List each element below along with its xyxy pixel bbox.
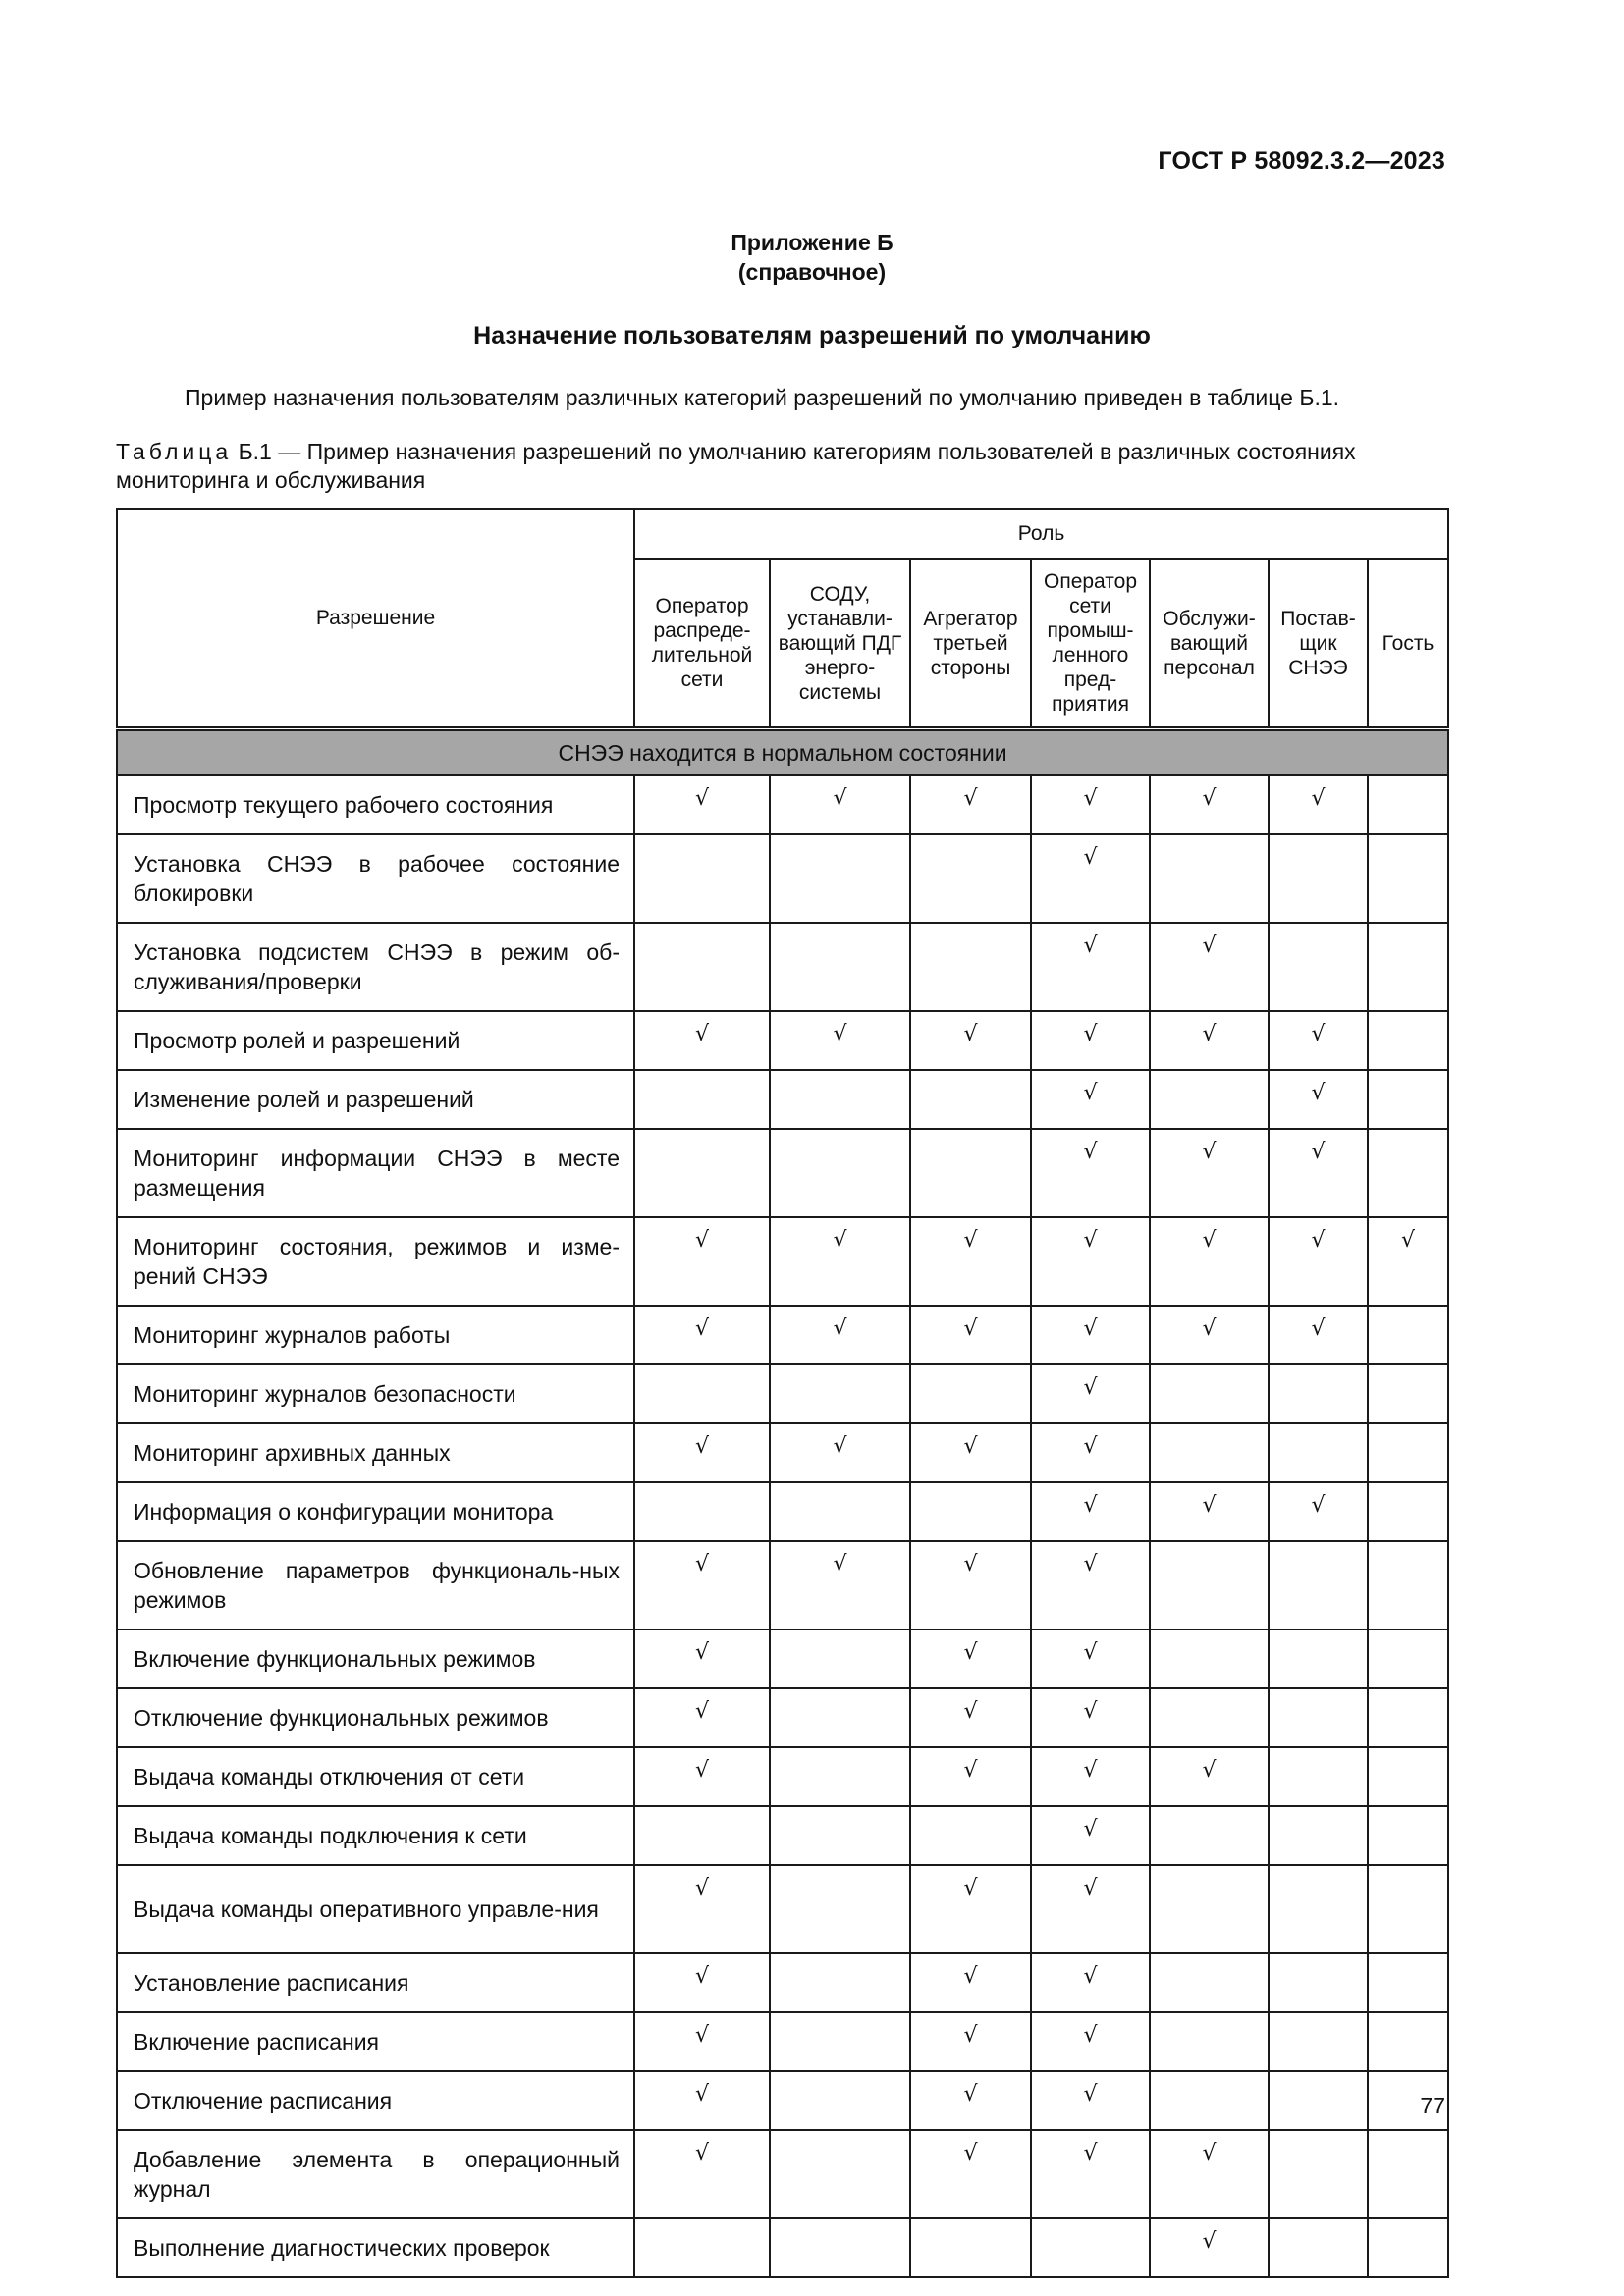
empty-cell <box>634 1364 770 1423</box>
check-mark-cell: √ <box>910 1953 1031 2012</box>
check-mark-cell: √ <box>634 2071 770 2130</box>
empty-cell <box>1269 1806 1368 1865</box>
empty-cell <box>770 2012 910 2071</box>
table-row <box>117 1306 1448 1364</box>
empty-cell <box>1368 2218 1448 2277</box>
role-column-header: Оператор распреде-лительной сети <box>634 559 770 729</box>
check-mark-cell: √ <box>1269 1129 1368 1217</box>
empty-cell <box>1368 1747 1448 1806</box>
check-mark-cell: √ <box>634 1011 770 1070</box>
permission-name: Мониторинг состояния, режимов и изме-рений СНЭЭ <box>117 1217 634 1306</box>
role-group-header: Роль <box>634 509 1448 559</box>
check-mark-cell: √ <box>1269 1070 1368 1129</box>
empty-cell <box>910 1364 1031 1423</box>
check-mark-cell: √ <box>1031 1129 1150 1217</box>
empty-cell <box>1150 1865 1269 1953</box>
check-mark-cell: √ <box>634 1541 770 1629</box>
table-row <box>117 1688 1448 1747</box>
empty-cell <box>1150 1070 1269 1129</box>
check-mark-cell: √ <box>1031 923 1150 1011</box>
check-mark-cell: √ <box>1269 1217 1368 1306</box>
empty-cell <box>1368 1865 1448 1953</box>
check-mark-cell: √ <box>770 1217 910 1306</box>
permission-name: Установка подсистем СНЭЭ в режим об-служивания/проверки <box>117 923 634 1011</box>
table-caption-text: Б.1 — Пример назначения разрешений по умолчанию категориям пользователей в различных состояниях мониторинга и обслуживания <box>116 439 1356 493</box>
appendix-subtitle: (справочное) <box>737 259 887 285</box>
check-mark-cell: √ <box>1031 1541 1150 1629</box>
check-mark-cell: √ <box>910 775 1031 834</box>
check-mark-cell: √ <box>910 2012 1031 2071</box>
check-mark-cell: √ <box>1031 1629 1150 1688</box>
check-mark-cell: √ <box>1031 1306 1150 1364</box>
role-column-header: Гость <box>1368 559 1448 729</box>
intro-paragraph: Пример назначения пользователям различных категорий разрешений по умолчанию приведен в таблице Б.1. <box>185 385 1340 410</box>
check-mark-cell: √ <box>1031 2071 1150 2130</box>
empty-cell <box>770 1747 910 1806</box>
permission-name: Отключение расписания <box>117 2071 634 2130</box>
empty-cell <box>1150 1688 1269 1747</box>
permission-name: Добавление элемента в операционный журнал <box>117 2130 634 2218</box>
empty-cell <box>1269 1688 1368 1747</box>
empty-cell <box>1368 1129 1448 1217</box>
table-row <box>117 2071 1448 2130</box>
check-mark-cell: √ <box>1031 1217 1150 1306</box>
appendix-title: Приложение Б <box>731 230 893 255</box>
permission-name: Просмотр ролей и разрешений <box>117 1011 634 1070</box>
check-mark-cell: √ <box>1031 1865 1150 1953</box>
empty-cell <box>1368 2012 1448 2071</box>
permission-name: Включение расписания <box>117 2012 634 2071</box>
empty-cell <box>1150 2012 1269 2071</box>
empty-cell <box>770 923 910 1011</box>
table-row <box>117 923 1448 1011</box>
table-row <box>117 1070 1448 1129</box>
empty-cell <box>1269 2071 1368 2130</box>
empty-cell <box>1368 1306 1448 1364</box>
check-mark-cell: √ <box>910 1865 1031 1953</box>
empty-cell <box>1368 2130 1448 2218</box>
check-mark-cell: √ <box>1031 1688 1150 1747</box>
check-mark-cell: √ <box>910 2071 1031 2130</box>
empty-cell <box>1269 923 1368 1011</box>
empty-cell <box>910 1482 1031 1541</box>
table-row <box>117 1747 1448 1806</box>
table-row <box>117 2218 1448 2277</box>
check-mark-cell: √ <box>634 1423 770 1482</box>
empty-cell <box>1150 1629 1269 1688</box>
table-row <box>117 2130 1448 2218</box>
empty-cell <box>1150 834 1269 923</box>
table-row <box>117 1865 1448 1953</box>
check-mark-cell: √ <box>1150 2130 1269 2218</box>
empty-cell <box>770 2218 910 2277</box>
empty-cell <box>1269 834 1368 923</box>
check-mark-cell: √ <box>634 1865 770 1953</box>
permission-name: Изменение ролей и разрешений <box>117 1070 634 1129</box>
table-row <box>117 1541 1448 1629</box>
empty-cell <box>1150 1953 1269 2012</box>
check-mark-cell: √ <box>1269 1306 1368 1364</box>
section-title: Назначение пользователям разрешений по умолчанию <box>473 322 1151 349</box>
check-mark-cell: √ <box>910 1423 1031 1482</box>
permission-name: Мониторинг архивных данных <box>117 1423 634 1482</box>
empty-cell <box>1150 1423 1269 1482</box>
page-number: 77 <box>1420 2093 1445 2118</box>
empty-cell <box>770 2071 910 2130</box>
permission-name: Установление расписания <box>117 1953 634 2012</box>
empty-cell <box>770 834 910 923</box>
table-row <box>117 1129 1448 1217</box>
table-row <box>117 1482 1448 1541</box>
section-label: СНЭЭ находится в нормальном состоянии <box>117 729 1448 776</box>
table-header-row <box>117 509 1448 559</box>
empty-cell <box>1269 2130 1368 2218</box>
check-mark-cell: √ <box>1269 1011 1368 1070</box>
empty-cell <box>770 2130 910 2218</box>
empty-cell <box>770 1482 910 1541</box>
check-mark-cell: √ <box>1150 775 1269 834</box>
role-column-header: Агрегатор третьей стороны <box>910 559 1031 729</box>
check-mark-cell: √ <box>634 2012 770 2071</box>
appendix-heading <box>0 228 1624 287</box>
empty-cell <box>1368 1070 1448 1129</box>
empty-cell <box>910 1806 1031 1865</box>
check-mark-cell: √ <box>634 1217 770 1306</box>
check-mark-cell: √ <box>1150 1747 1269 1806</box>
permission-name: Мониторинг журналов безопасности <box>117 1364 634 1423</box>
empty-cell <box>910 2218 1031 2277</box>
permissions-table <box>116 508 1449 2278</box>
empty-cell <box>1368 834 1448 923</box>
empty-cell <box>1269 1865 1368 1953</box>
table-caption-label: Таблица <box>116 439 233 464</box>
empty-cell <box>770 1629 910 1688</box>
permission-column-header: Разрешение <box>117 509 634 729</box>
check-mark-cell: √ <box>1150 1011 1269 1070</box>
check-mark-cell: √ <box>770 775 910 834</box>
empty-cell <box>1368 1364 1448 1423</box>
empty-cell <box>634 923 770 1011</box>
empty-cell <box>1269 1541 1368 1629</box>
empty-cell <box>634 1070 770 1129</box>
empty-cell <box>1368 1806 1448 1865</box>
check-mark-cell: √ <box>1269 1482 1368 1541</box>
table-caption <box>116 438 1446 495</box>
permission-name: Установка СНЭЭ в рабочее состояние блокировки <box>117 834 634 923</box>
check-mark-cell: √ <box>634 1629 770 1688</box>
empty-cell <box>770 1806 910 1865</box>
check-mark-cell: √ <box>1031 1070 1150 1129</box>
empty-cell <box>634 2218 770 2277</box>
empty-cell <box>1368 1011 1448 1070</box>
check-mark-cell: √ <box>910 1217 1031 1306</box>
check-mark-cell: √ <box>1031 2012 1150 2071</box>
check-mark-cell: √ <box>1031 775 1150 834</box>
table-row <box>117 1364 1448 1423</box>
empty-cell <box>1150 2071 1269 2130</box>
empty-cell <box>1368 1423 1448 1482</box>
permission-name: Мониторинг журналов работы <box>117 1306 634 1364</box>
empty-cell <box>1269 1629 1368 1688</box>
check-mark-cell: √ <box>634 775 770 834</box>
check-mark-cell: √ <box>1031 1011 1150 1070</box>
check-mark-cell: √ <box>770 1541 910 1629</box>
table-row <box>117 1011 1448 1070</box>
permission-name: Просмотр текущего рабочего состояния <box>117 775 634 834</box>
check-mark-cell: √ <box>1150 1217 1269 1306</box>
table-row <box>117 1629 1448 1688</box>
check-mark-cell: √ <box>910 1629 1031 1688</box>
empty-cell <box>1368 1688 1448 1747</box>
empty-cell <box>1150 1541 1269 1629</box>
empty-cell <box>1269 1953 1368 2012</box>
table-row <box>117 775 1448 834</box>
permission-name: Включение функциональных режимов <box>117 1629 634 1688</box>
check-mark-cell: √ <box>910 1688 1031 1747</box>
empty-cell <box>634 1806 770 1865</box>
permission-name: Информация о конфигурации монитора <box>117 1482 634 1541</box>
check-mark-cell: √ <box>1031 1806 1150 1865</box>
permission-name: Выдача команды отключения от сети <box>117 1747 634 1806</box>
check-mark-cell: √ <box>634 1747 770 1806</box>
permission-name: Мониторинг информации СНЭЭ в месте размещения <box>117 1129 634 1217</box>
empty-cell <box>1368 1629 1448 1688</box>
check-mark-cell: √ <box>1031 2130 1150 2218</box>
table-row <box>117 2012 1448 2071</box>
empty-cell <box>770 1688 910 1747</box>
table-row <box>117 1953 1448 2012</box>
check-mark-cell: √ <box>770 1306 910 1364</box>
permission-name: Выдача команды оперативного управле-ния <box>117 1865 634 1953</box>
check-mark-cell: √ <box>910 1306 1031 1364</box>
permission-name: Выдача команды подключения к сети <box>117 1806 634 1865</box>
empty-cell <box>910 923 1031 1011</box>
check-mark-cell: √ <box>770 1011 910 1070</box>
check-mark-cell: √ <box>910 2130 1031 2218</box>
table-row <box>117 834 1448 923</box>
empty-cell <box>1269 1364 1368 1423</box>
check-mark-cell: √ <box>1031 1482 1150 1541</box>
empty-cell <box>634 1129 770 1217</box>
empty-cell <box>770 1953 910 2012</box>
check-mark-cell: √ <box>1150 2218 1269 2277</box>
empty-cell <box>1368 1953 1448 2012</box>
empty-cell <box>1150 1806 1269 1865</box>
empty-cell <box>1368 923 1448 1011</box>
check-mark-cell: √ <box>1031 1364 1150 1423</box>
empty-cell <box>1269 1423 1368 1482</box>
check-mark-cell: √ <box>1269 775 1368 834</box>
empty-cell <box>910 1070 1031 1129</box>
empty-cell <box>770 1129 910 1217</box>
check-mark-cell: √ <box>1150 1129 1269 1217</box>
empty-cell <box>1150 1364 1269 1423</box>
permission-name: Обновление параметров функциональ-ных режимов <box>117 1541 634 1629</box>
permission-name: Отключение функциональных режимов <box>117 1688 634 1747</box>
check-mark-cell: √ <box>910 1011 1031 1070</box>
role-column-header: Постав-щик СНЭЭ <box>1269 559 1368 729</box>
table-row <box>117 1217 1448 1306</box>
empty-cell <box>1368 775 1448 834</box>
check-mark-cell: √ <box>910 1541 1031 1629</box>
empty-cell <box>1368 1482 1448 1541</box>
empty-cell <box>1031 2218 1150 2277</box>
check-mark-cell: √ <box>1368 1217 1448 1306</box>
empty-cell <box>1269 2012 1368 2071</box>
empty-cell <box>910 834 1031 923</box>
empty-cell <box>634 834 770 923</box>
table-row <box>117 1423 1448 1482</box>
role-column-header: Оператор сети промыш-ленного пред-приятия <box>1031 559 1150 729</box>
section-row <box>117 729 1448 776</box>
check-mark-cell: √ <box>1031 1953 1150 2012</box>
check-mark-cell: √ <box>1031 1423 1150 1482</box>
check-mark-cell: √ <box>634 1306 770 1364</box>
empty-cell <box>1269 1747 1368 1806</box>
empty-cell <box>1269 2218 1368 2277</box>
check-mark-cell: √ <box>770 1423 910 1482</box>
standard-number: ГОСТ Р 58092.3.2—2023 <box>1158 147 1445 175</box>
check-mark-cell: √ <box>634 2130 770 2218</box>
empty-cell <box>770 1364 910 1423</box>
check-mark-cell: √ <box>910 1747 1031 1806</box>
check-mark-cell: √ <box>1031 834 1150 923</box>
empty-cell <box>1368 1541 1448 1629</box>
check-mark-cell: √ <box>1150 1306 1269 1364</box>
check-mark-cell: √ <box>634 1688 770 1747</box>
permission-name: Выполнение диагностических проверок <box>117 2218 634 2277</box>
check-mark-cell: √ <box>1150 1482 1269 1541</box>
table-row <box>117 1806 1448 1865</box>
check-mark-cell: √ <box>1150 923 1269 1011</box>
role-column-header: СОДУ, устанавли-вающий ПДГ энерго-системы <box>770 559 910 729</box>
empty-cell <box>770 1865 910 1953</box>
check-mark-cell: √ <box>1031 1747 1150 1806</box>
role-column-header: Обслужи-вающий персонал <box>1150 559 1269 729</box>
empty-cell <box>910 1129 1031 1217</box>
check-mark-cell: √ <box>634 1953 770 2012</box>
empty-cell <box>634 1482 770 1541</box>
empty-cell <box>770 1070 910 1129</box>
